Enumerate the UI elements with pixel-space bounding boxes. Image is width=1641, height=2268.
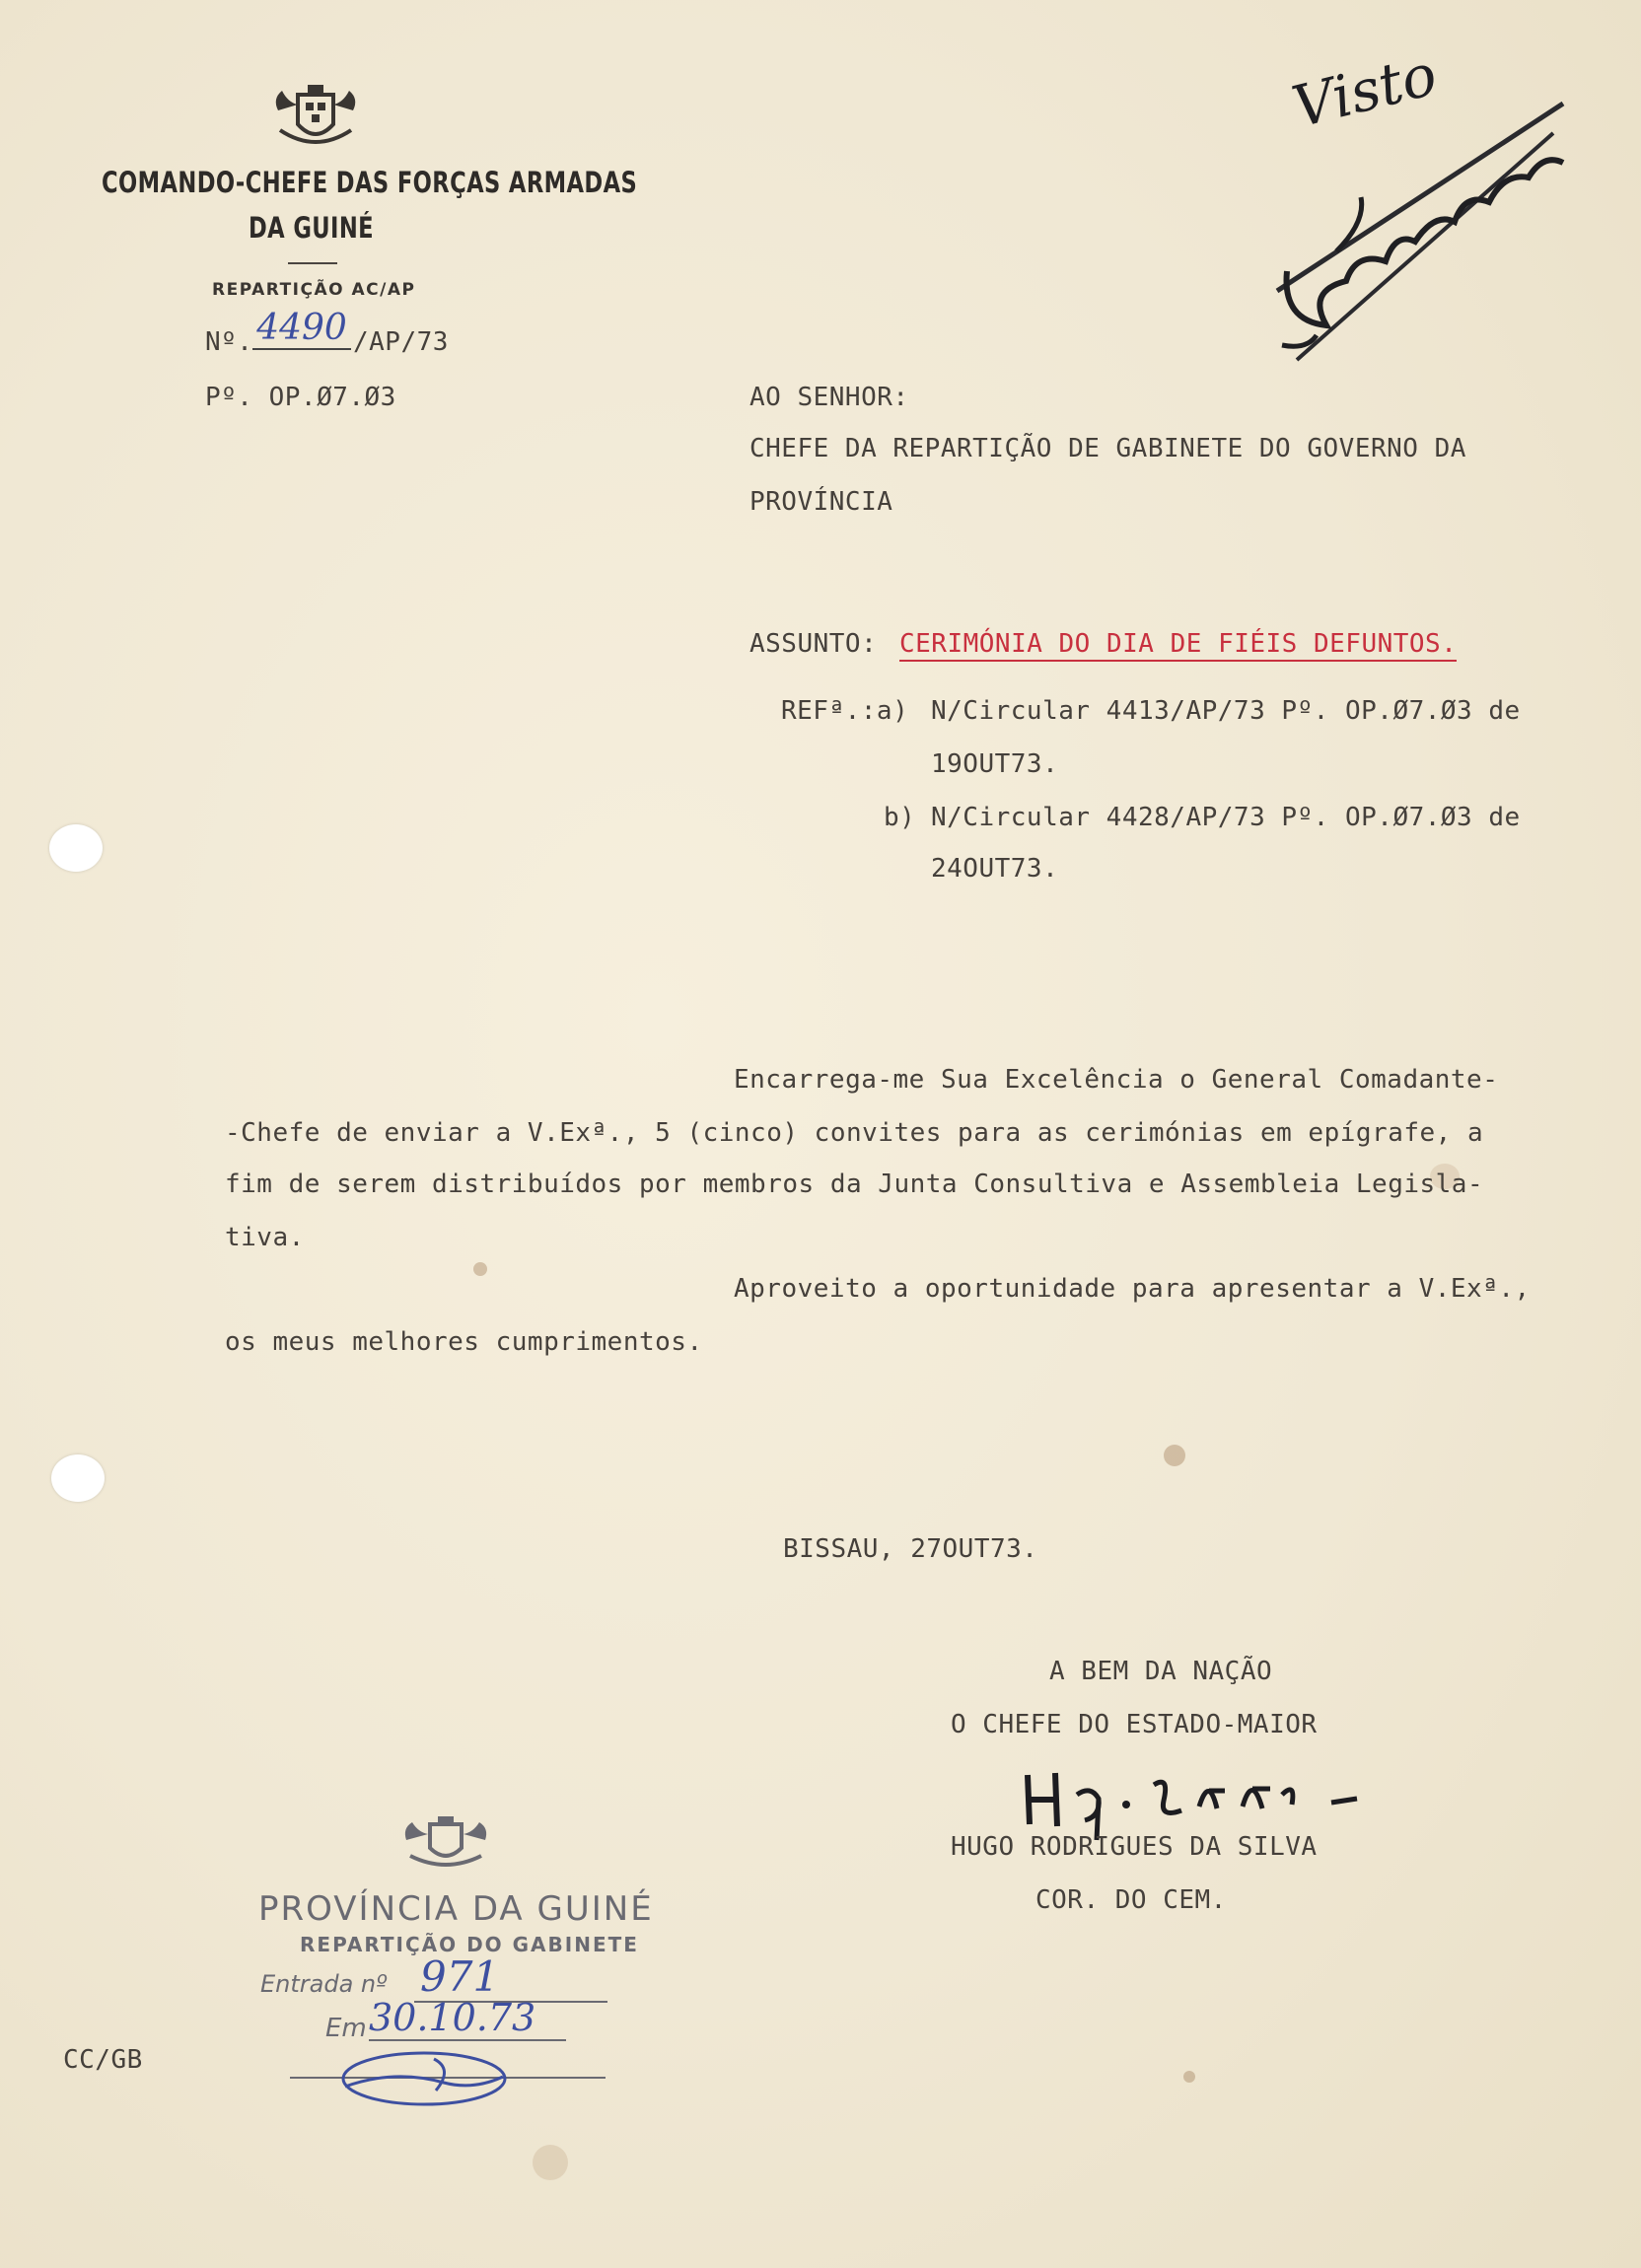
reference-a-line-1: N/Circular 4413/AP/73 Pº. OP.Ø7.Ø3 de bbox=[931, 696, 1521, 726]
signatory-name: HUGO RODRIGUES DA SILVA bbox=[951, 1832, 1318, 1862]
chief-signature bbox=[1016, 1755, 1371, 1844]
reference-b-line-2: 24OUT73. bbox=[931, 854, 1059, 884]
punch-hole-bottom bbox=[51, 1454, 105, 1502]
stamp-date-value: 30.10.73 bbox=[369, 1996, 566, 2041]
place-date: BISSAU, 27OUT73. bbox=[783, 1534, 1038, 1564]
body-p1-line-3: fim de serem distribuídos por membros da Junta Consultiva e Assembleia Legisla- bbox=[225, 1169, 1484, 1199]
department-label: REPARTIÇÃO AC/AP bbox=[212, 280, 416, 300]
stain bbox=[1164, 1445, 1185, 1466]
reference-a-line-2: 19OUT73. bbox=[931, 749, 1059, 779]
cc-note: CC/GB bbox=[63, 2045, 143, 2075]
process-number: Pº. OP.Ø7.Ø3 bbox=[205, 383, 396, 412]
references-label: REFª.:a) bbox=[781, 696, 909, 726]
body-p1-line-2: -Chefe de enviar a V.Exª., 5 (cinco) convites para as cerimónias em epígrafe, a bbox=[225, 1118, 1484, 1148]
coat-of-arms-icon bbox=[268, 81, 363, 152]
stamp-line-1: PROVÍNCIA DA GUINÉ bbox=[258, 1889, 654, 1929]
closing-line-2: O CHEFE DO ESTADO-MAIOR bbox=[951, 1710, 1318, 1739]
number-suffix: /AP/73 bbox=[353, 327, 449, 357]
stamp-entry-label: Entrada nº bbox=[260, 1970, 388, 1998]
stamp-line-2: REPARTIÇÃO DO GABINETE bbox=[300, 1933, 639, 1956]
stamp-initials-scribble bbox=[325, 2039, 542, 2118]
closing-line-1: A BEM DA NAÇÃO bbox=[1049, 1657, 1273, 1686]
reference-b-label: b) bbox=[884, 803, 916, 832]
number-prefix: Nº. bbox=[205, 327, 253, 357]
reference-b-line-1: N/Circular 4428/AP/73 Pº. OP.Ø7.Ø3 de bbox=[931, 803, 1521, 832]
stamp-emblem-icon bbox=[398, 1814, 493, 1870]
stain bbox=[1183, 2071, 1195, 2083]
number-handwritten: 4490 bbox=[252, 308, 351, 350]
header-line-1: COMANDO-CHEFE DAS FORÇAS ARMADAS bbox=[102, 166, 638, 199]
signature-scribble-top bbox=[1267, 54, 1583, 370]
addressee-line-1: AO SENHOR: bbox=[749, 383, 909, 412]
stamp-entry-number: 971 bbox=[414, 1952, 607, 2003]
body-p1-line-1: Encarrega-me Sua Excelência o General Comadante- bbox=[734, 1065, 1499, 1095]
stamp-date-label: Em bbox=[325, 2014, 367, 2043]
stain bbox=[533, 2145, 568, 2180]
addressee-line-3: PROVÍNCIA bbox=[749, 487, 893, 517]
body-p2-line-1: Aproveito a oportunidade para apresentar a V.Exª., bbox=[734, 1274, 1531, 1304]
signatory-rank: COR. DO CEM. bbox=[1035, 1885, 1227, 1915]
subject-text: CERIMÓNIA DO DIA DE FIÉIS DEFUNTOS. bbox=[899, 629, 1457, 662]
header-divider bbox=[288, 262, 337, 264]
visto-note: Visto bbox=[1285, 40, 1444, 141]
addressee-line-2: CHEFE DA REPARTIÇÃO DE GABINETE DO GOVERNO DA bbox=[749, 434, 1466, 463]
punch-hole-top bbox=[49, 824, 103, 872]
body-p2-line-2: os meus melhores cumprimentos. bbox=[225, 1327, 703, 1357]
body-p1-line-4: tiva. bbox=[225, 1223, 305, 1252]
stain bbox=[473, 1262, 487, 1276]
subject-label: ASSUNTO: bbox=[749, 629, 878, 659]
header-line-2: DA GUINÉ bbox=[249, 211, 375, 245]
